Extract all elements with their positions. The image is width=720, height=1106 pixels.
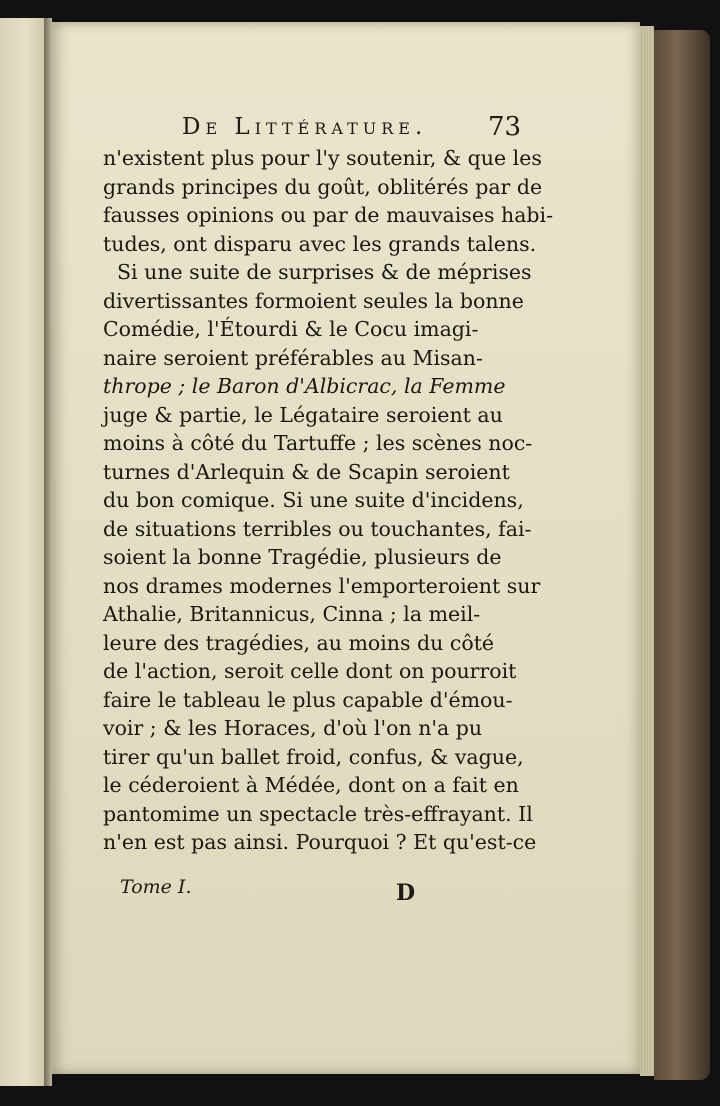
text-line: tudes, ont disparu avec les grands talens. bbox=[103, 231, 537, 256]
text-line: le céderoient à Médée, dont on a fait en bbox=[103, 773, 519, 797]
text-line: leure des tragédies, au moins du côté bbox=[103, 630, 495, 655]
book-gutter bbox=[44, 18, 52, 1086]
page-fore-edge bbox=[640, 26, 654, 1076]
text-line: grands principes du goût, oblitérés par de bbox=[103, 174, 543, 199]
text-line: faire le tableau le plus capable d'émou- bbox=[103, 687, 513, 712]
running-head: De Littérature. bbox=[182, 114, 428, 140]
text-line: nos drames modernes l'emporteroient sur bbox=[103, 573, 541, 598]
gathering-mark: D bbox=[396, 880, 416, 906]
text-line: de l'action, seroit celle dont on pourroit bbox=[103, 659, 517, 683]
text-line: n'en est pas ainsi. Pourquoi ? Et qu'est-ce bbox=[103, 830, 537, 854]
text-line: de situations terribles ou touchantes, fai- bbox=[103, 516, 532, 541]
text-line: du bon comique. Si une suite d'incidens, bbox=[103, 488, 524, 512]
paragraph-start-line: Si une suite de surprises & de méprises bbox=[117, 260, 532, 284]
text-line: voir ; & les Horaces, d'où l'on n'a pu bbox=[103, 716, 483, 740]
text-line: thrope ; le Baron d'Albicrac, la Femme bbox=[103, 374, 506, 398]
page-number: 73 bbox=[488, 112, 522, 142]
facing-page-edge bbox=[0, 18, 46, 1086]
text-line: turnes d'Arlequin & de Scapin seroient bbox=[103, 459, 510, 484]
text-line: tirer qu'un ballet froid, confus, & vague, bbox=[103, 744, 524, 769]
text-line: moins à côté du Tartuffe ; les scènes noc- bbox=[103, 431, 533, 455]
text-line: soient la bonne Tragédie, plusieurs de bbox=[103, 545, 502, 569]
body-text bbox=[103, 144, 554, 857]
text-line: divertissantes formoient seules la bonne bbox=[103, 288, 524, 313]
text-line: Athalie, Britannicus, Cinna ; la meil- bbox=[103, 602, 481, 626]
text-line: n'existent plus pour l'y soutenir, & que les bbox=[103, 146, 542, 170]
text-line: naire seroient préférables au Misan- bbox=[103, 345, 483, 370]
book-binding bbox=[654, 30, 710, 1080]
text-line: fausses opinions ou par de mauvaises habi- bbox=[103, 203, 554, 227]
text-line: juge & partie, le Légataire seroient au bbox=[103, 402, 503, 427]
volume-signature: Tome I. bbox=[120, 876, 192, 898]
text-line: pantomime un spectacle très-effrayant. Il bbox=[103, 801, 533, 826]
text-line: Comédie, l'Étourdi & le Cocu imagi- bbox=[103, 317, 479, 341]
